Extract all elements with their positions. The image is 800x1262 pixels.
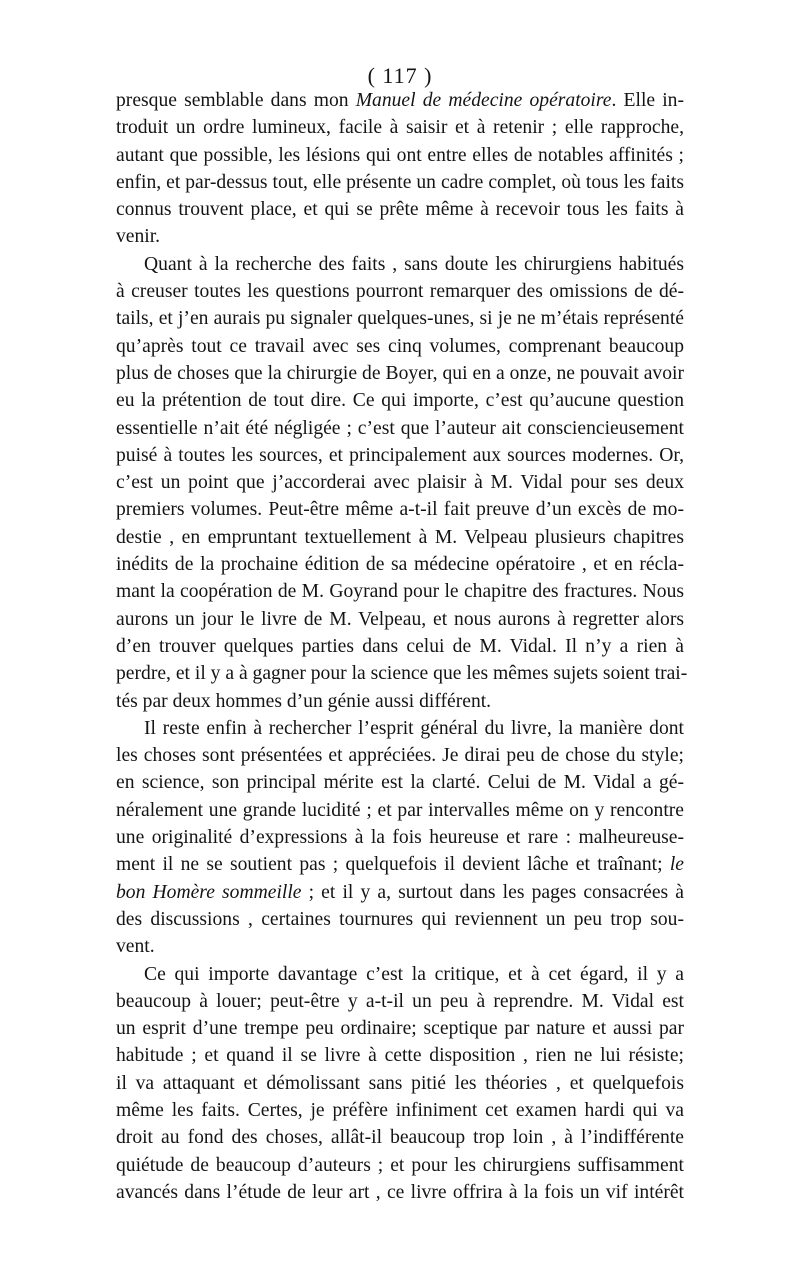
text-line (116, 142, 684, 169)
text-run: autant que possible, les lésions qui ont entre elles de notables affinités ; (116, 144, 684, 166)
text-run: plus de choses que la chirurgie de Boyer, qui en a onze, ne pouvait avoir (116, 362, 684, 384)
text-line (116, 769, 684, 796)
text-line (116, 715, 684, 742)
text-line (116, 824, 684, 851)
text-run: habitude ; et quand il se livre à cette disposition , rien ne lui résiste; (116, 1045, 684, 1067)
text-line (116, 333, 684, 360)
text-line (116, 879, 684, 906)
text-run: Il reste enfin à rechercher l’esprit général du livre, la manière dont (144, 717, 684, 739)
text-line (116, 305, 684, 332)
text-run: vent. (116, 936, 155, 958)
text-line (116, 551, 684, 578)
text-line (116, 251, 684, 278)
text-line (116, 360, 684, 387)
text-run: quiétude de beaucoup d’auteurs ; et pour les chirurgiens suffisamment (116, 1154, 684, 1176)
text-run: d’en trouver quelques parties dans celui de M. Vidal. Il n’y a rien à (116, 635, 684, 657)
text-line (116, 1097, 684, 1124)
text-line (116, 851, 684, 878)
italic-text: bon Homère sommeille (116, 881, 302, 903)
text-line (116, 415, 684, 442)
text-run: mant la coopération de M. Goyrand pour le chapitre des fractures. Nous (116, 581, 684, 603)
text-run: connus trouvent place, et qui se prête même à recevoir tous les faits à (116, 199, 684, 221)
text-line (116, 87, 684, 114)
text-line (116, 114, 684, 141)
text-line (116, 961, 684, 988)
text-run: essentielle n’ait été négligée ; c’est que l’auteur ait consciencieusement (116, 417, 684, 439)
text-line (116, 742, 684, 769)
text-run: ment il ne se soutient pas ; quelquefois il devient lâche et traînant; (116, 854, 670, 876)
text-run: droit au fond des choses, allât-il beaucoup trop loin , à l’indifférente (116, 1127, 684, 1149)
text-run: venir. (116, 226, 161, 248)
text-run: puisé à toutes les sources, et principalement aux sources modernes. Or, (116, 444, 684, 466)
italic-text: le (669, 854, 684, 876)
text-run: ; et il y a, surtout dans les pages consacrées à (301, 881, 684, 903)
italic-text: Manuel de médecine opératoire (355, 90, 612, 111)
text-run: c’est un point que j’accorderai avec plaisir à M. Vidal pour ses deux (116, 472, 684, 494)
text-line (116, 606, 684, 633)
text-line (116, 1042, 684, 1069)
text-run: troduit un ordre lumineux, facile à saisir et à retenir ; elle rapproche, (116, 117, 684, 139)
text-run: Ce qui importe davantage c’est la critique, et à cet égard, il y a (144, 963, 684, 985)
text-line (116, 1152, 684, 1179)
text-line (116, 933, 684, 960)
text-run: perdre, et il y a à gagner pour la science que les mêmes sujets soient trai- (116, 663, 688, 685)
text-line (116, 387, 684, 414)
text-run: à creuser toutes les questions pourront remarquer des omissions de dé- (116, 281, 684, 303)
text-run: même les faits. Certes, je préfère infiniment cet examen hardi qui va (116, 1099, 684, 1121)
text-run: qu’après tout ce travail avec ses cinq volumes, comprenant beaucoup (116, 335, 684, 357)
text-line (116, 988, 684, 1015)
text-line (116, 688, 684, 715)
text-line (116, 469, 684, 496)
text-line (116, 660, 688, 687)
text-run: un esprit d’une trempe peu ordinaire; sceptique par nature et aussi par (116, 1018, 684, 1040)
text-run: beaucoup à louer; peut-être y a-t-il un peu à reprendre. M. Vidal est (116, 990, 684, 1012)
text-run: inédits de la prochaine édition de sa médecine opératoire , et en récla- (116, 554, 684, 576)
text-run: aurons un jour le livre de M. Velpeau, et nous aurons à regretter alors (116, 608, 684, 630)
text-run: tés par deux hommes d’un génie aussi différent. (116, 690, 492, 712)
text-line (116, 906, 684, 933)
text-line (116, 524, 684, 551)
text-run: destie , en empruntant textuellement à M. Velpeau plusieurs chapitres (116, 526, 684, 548)
text-run: Quant à la recherche des faits , sans doute les chirurgiens habitués (144, 253, 684, 275)
page-number: ( 117 ) (367, 63, 433, 88)
text-line (116, 278, 684, 305)
text-run: . Elle in- (611, 90, 684, 111)
text-run: il va attaquant et démolissant sans pitié les théories , et quelquefois (116, 1072, 684, 1094)
text-run: eu la prétention de tout dire. Ce qui importe, c’est qu’aucune question (116, 390, 684, 412)
text-run: néralement une grande lucidité ; et par intervalles même on y rencontre (116, 799, 684, 821)
text-line (116, 633, 684, 660)
text-run: tails, et j’en aurais pu signaler quelques-unes, si je ne m’étais représenté (116, 308, 684, 330)
body-text (116, 87, 688, 1206)
text-line (116, 496, 684, 523)
text-run: enfin, et par-dessus tout, elle présente un cadre complet, où tous les faits (116, 171, 684, 193)
text-line (116, 1179, 684, 1206)
text-run: des discussions , certaines tournures qui reviennent un peu trop sou- (116, 908, 684, 930)
text-line (116, 1070, 684, 1097)
text-run: une originalité d’expressions à la fois heureuse et rare : malheureuse- (116, 827, 684, 849)
text-line (116, 1015, 684, 1042)
text-line (116, 1124, 684, 1151)
text-run: les choses sont présentées et appréciées. Je dirai peu de chose du style; (116, 745, 684, 767)
text-run: presque semblable dans mon (116, 90, 356, 111)
text-line (116, 169, 684, 196)
text-run: premiers volumes. Peut-être même a-t-il fait preuve d’un excès de mo- (116, 499, 684, 521)
text-line (116, 196, 684, 223)
text-run: en science, son principal mérite est la clarté. Celui de M. Vidal a gé- (116, 772, 684, 794)
text-line (116, 797, 684, 824)
text-run: avancés dans l’étude de leur art , ce livre offrira à la fois un vif intérêt (116, 1181, 684, 1203)
text-line (116, 442, 684, 469)
text-line (116, 578, 684, 605)
text-line (116, 223, 684, 250)
